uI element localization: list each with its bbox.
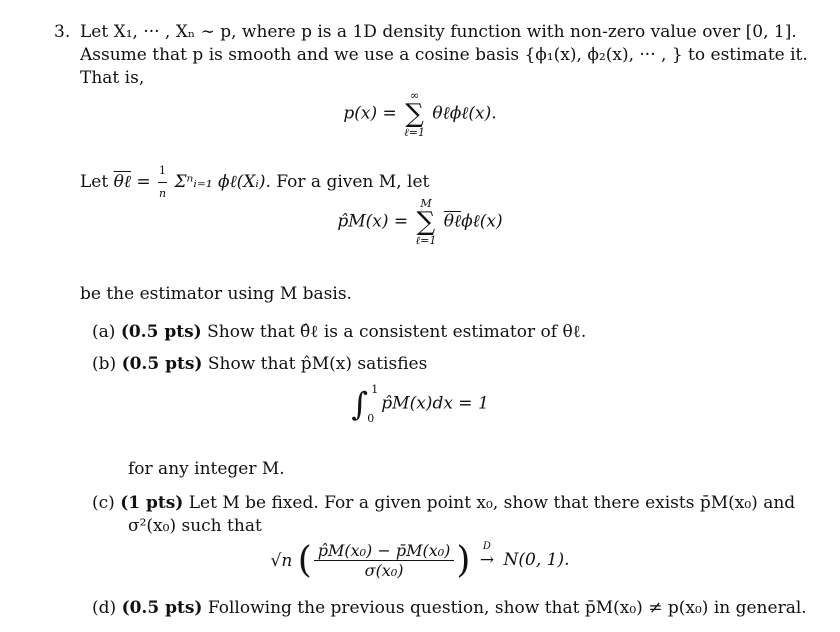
part-b-text: Show that p̂M(x) satisfies [207,354,428,374]
part-b-label: (b) [92,354,117,374]
integral-upper: 1 [371,383,379,396]
equation-integral [0,385,840,445]
let-sum: Σⁿᵢ₌₁ ϕℓ(Xᵢ). [174,172,271,192]
clt-denominator: σ(x₀) [364,561,404,580]
part-c-label: (c) [92,493,115,513]
frac-num: 1 [158,160,167,183]
intro-line-2: Assume that p is smooth and we use a cosine basis {ϕ₁(x), ϕ₂(x), ··· , } to estimate it. [80,45,808,65]
part-b [92,353,427,375]
part-c-line-2: σ²(x₀) such that [128,516,262,536]
part-d-points: (0.5 pts) [121,598,203,618]
eq2-summand-rest: ϕℓ(x) [461,211,503,232]
part-d-text: Following the previous question, show that p̄M(x₀) ≠ p(x₀) in general. [207,598,807,618]
part-c-line-1 [92,492,795,514]
equation-estimator [0,198,840,258]
arrow-label: D [482,541,491,552]
problem-number: 3. [54,22,71,42]
part-a-text: Show that θ̂ℓ is a consistent estimator of θℓ. [207,322,587,342]
sigma-symbol: ∑ [416,207,436,237]
estimator-description: be the estimator using M basis. [80,284,352,304]
clt-numerator: p̂M(x₀) − p̄M(x₀) [314,541,455,561]
eq1-sum-upper: ∞ [409,89,420,102]
part-a-points: (0.5 pts) [120,322,202,342]
eq1-summand: θℓϕℓ(x). [432,103,497,124]
part-b-after: for any integer M. [128,459,285,479]
theta-hat: θℓ [113,172,131,192]
part-a [92,321,586,343]
integral-lower: 0 [367,412,375,425]
frac-den: n [158,187,167,200]
part-c-text-1: Let M be fixed. For a given point x₀, show that there exists p̄M(x₀) and [188,493,796,513]
part-c-points: (1 pts) [120,493,184,513]
intro-line-3: That is, [80,68,145,88]
right-paren: ) [456,540,471,581]
part-a-label: (a) [92,322,116,342]
equation-clt [0,540,840,590]
arrow-glyph: → [479,550,495,570]
eq1-summation [404,90,425,138]
let-suffix: For a given M, let [276,172,430,192]
intro-line-1: Let X₁, ··· , Xₙ ∼ p, where p is a 1D density function with non-zero value over [0, 1]. [80,22,797,42]
eq2-summation [416,198,437,246]
part-d-label: (d) [92,598,117,618]
part-b-points: (0.5 pts) [121,354,203,374]
eq1-lhs: p(x) = [343,103,397,124]
let-prefix: Let [80,172,109,192]
integral-sign: ∫ 1 0 [351,383,379,425]
let-equals: = [130,172,156,192]
eq2-lhs: p̂M(x) = [337,211,409,232]
eq2-sum-lower: ℓ=1 [415,234,437,247]
eq2-summand-hat: θℓ [443,211,462,232]
part-d [92,597,807,619]
clt-rhs: N(0, 1). [503,550,570,570]
sigma-symbol: ∑ [405,99,424,129]
equation-density-expansion [0,90,840,146]
integral-integrand: p̂M(x)dx = 1 [381,393,489,414]
eq1-sum-lower: ℓ=1 [404,126,425,139]
eq2-sum-upper: M [420,197,432,210]
convergence-arrow [479,541,495,570]
left-paren: ( [297,540,312,581]
clt-fraction [314,541,455,580]
sqrt-n: √n [270,550,293,571]
